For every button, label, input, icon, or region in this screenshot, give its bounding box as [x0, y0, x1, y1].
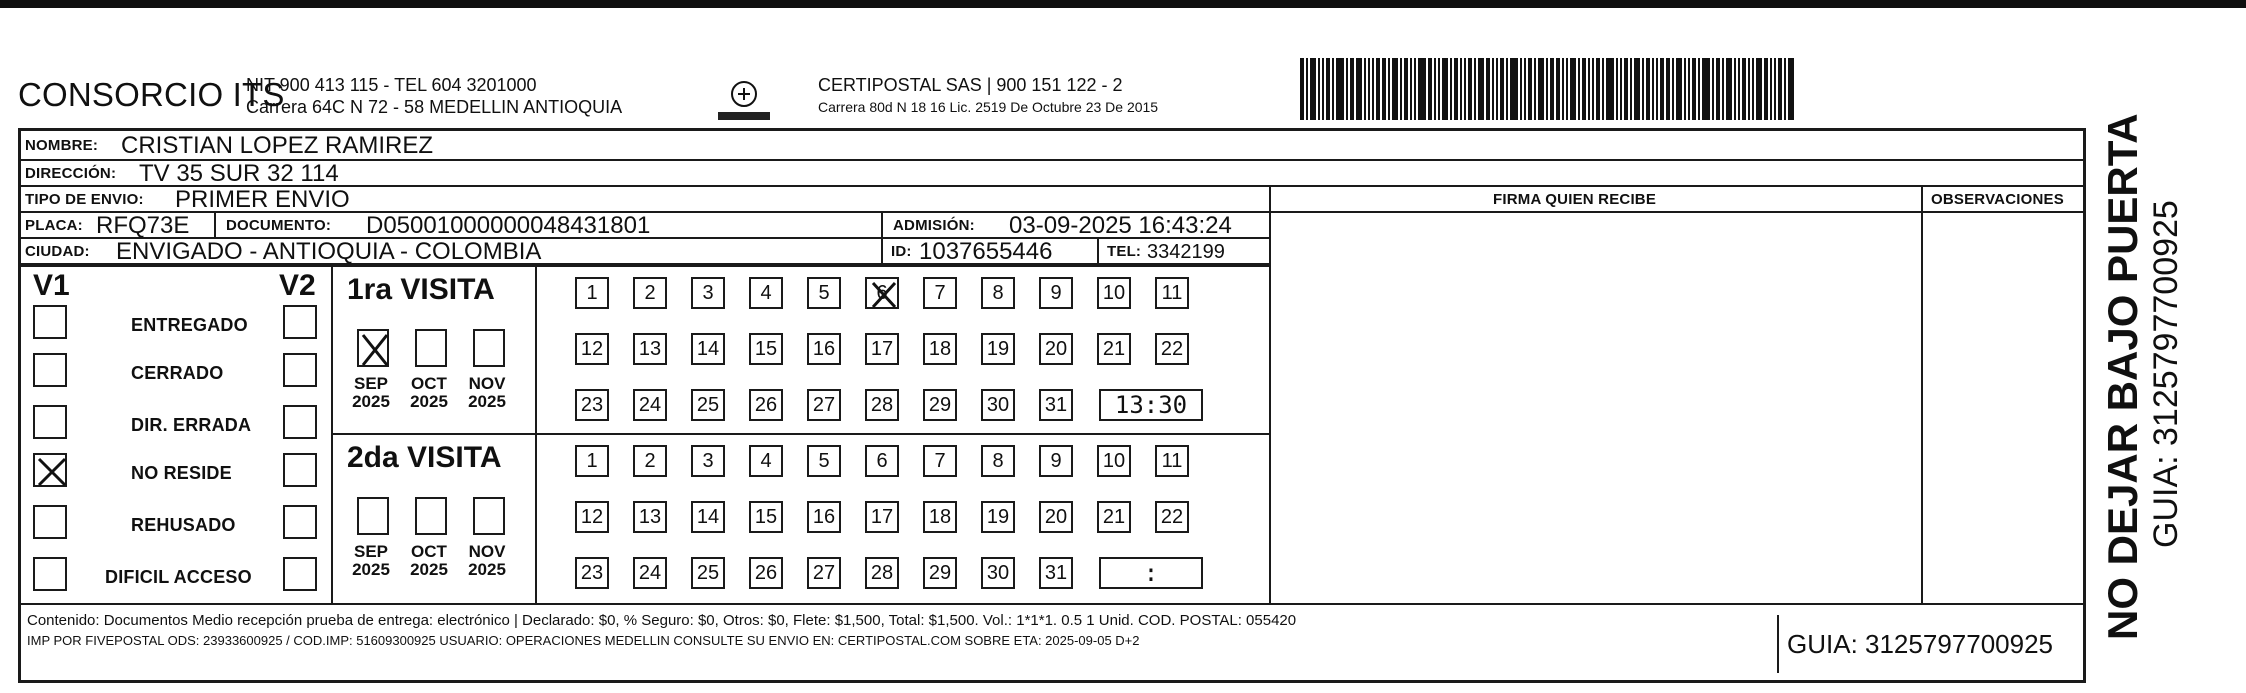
firma-split	[1921, 187, 1923, 603]
barcode-bar	[1404, 58, 1408, 120]
day-box[interactable]: 31	[1039, 389, 1073, 421]
barcode-bar	[1752, 58, 1754, 120]
header	[18, 46, 2088, 126]
barcode-bar	[1454, 58, 1458, 120]
day-box[interactable]: 19	[981, 333, 1015, 365]
status-checkbox-v1[interactable]	[33, 557, 67, 591]
day-box[interactable]: 8	[981, 445, 1015, 477]
id-value: 1037655446	[919, 238, 1053, 265]
status-label: DIFICIL ACCESO	[105, 567, 252, 587]
barcode-bar	[1672, 58, 1674, 120]
firma-label: FIRMA QUIEN RECIBE	[1493, 191, 1657, 208]
admision-label: ADMISIÓN:	[893, 217, 975, 234]
ciudad-value: ENVIGADO - ANTIOQUIA - COLOMBIA	[116, 238, 542, 265]
time-box[interactable]: :	[1099, 557, 1203, 589]
day-box[interactable]: 2	[633, 277, 667, 309]
day-box[interactable]: 23	[575, 389, 609, 421]
day-box[interactable]: 22	[1155, 501, 1189, 533]
day-box[interactable]: 26	[749, 389, 783, 421]
nombre-label: NOMBRE:	[25, 137, 99, 154]
second-visit-title: 2da VISITA	[347, 441, 502, 474]
barcode-bar	[1660, 58, 1664, 120]
day-box[interactable]: 5	[807, 445, 841, 477]
barcode-bar	[1506, 58, 1508, 120]
day-box[interactable]: 18	[923, 501, 957, 533]
status-checkbox-v2[interactable]	[283, 305, 317, 339]
barcode-bar	[1582, 58, 1586, 120]
barcode-bar	[1382, 58, 1386, 120]
x-mark-icon	[33, 453, 71, 491]
day-box[interactable]: 18	[923, 333, 957, 365]
day-box[interactable]: 6	[865, 277, 899, 309]
day-box[interactable]: 3	[691, 445, 725, 477]
day-box[interactable]: 1	[575, 277, 609, 309]
barcode-bar	[1602, 58, 1604, 120]
month-checkbox[interactable]	[473, 329, 505, 367]
month-label: NOV 2025	[468, 542, 506, 579]
day-box[interactable]: 7	[923, 445, 957, 477]
barcode-bar	[1652, 58, 1654, 120]
barcode-bar	[1468, 58, 1472, 120]
barcode-bar	[1566, 58, 1568, 120]
day-box[interactable]: 23	[575, 557, 609, 589]
barcode-bar	[1350, 58, 1354, 120]
day-box[interactable]: 28	[865, 557, 899, 589]
day-box[interactable]: 30	[981, 557, 1015, 589]
barcode-bar	[1492, 58, 1494, 120]
certipostal-line-1: CERTIPOSTAL SAS | 900 151 122 - 2	[818, 75, 1123, 95]
firma-header	[1271, 187, 2064, 213]
day-box[interactable]: 13	[633, 501, 667, 533]
nombre-value: CRISTIAN LOPEZ RAMIREZ	[121, 132, 434, 159]
id-label: ID:	[891, 243, 912, 260]
barcode-bar	[1496, 58, 1498, 120]
first-visit-block	[333, 267, 1269, 435]
barcode-bar	[1630, 58, 1632, 120]
direccion-label: DIRECCIÓN:	[25, 165, 117, 182]
status-row	[21, 353, 333, 401]
barcode-bar	[1346, 58, 1348, 120]
second-visit-block	[333, 435, 1269, 603]
divider-id	[881, 239, 883, 263]
day-box[interactable]: 5	[807, 277, 841, 309]
company-name: CONSORCIO ITS	[18, 76, 285, 113]
day-box[interactable]: 26	[749, 557, 783, 589]
status-checkbox-v1[interactable]	[33, 405, 67, 439]
barcode-bar	[1764, 58, 1768, 120]
day-box[interactable]: 21	[1097, 501, 1131, 533]
barcode-bar	[1692, 58, 1696, 120]
day-box[interactable]: 29	[923, 389, 957, 421]
day-box[interactable]: 21	[1097, 333, 1131, 365]
day-box[interactable]: 31	[1039, 557, 1073, 589]
barcode-bar	[1410, 58, 1412, 120]
barcode-bar	[1538, 58, 1544, 120]
first-visit-divider	[535, 267, 537, 433]
barcode-bar	[1322, 58, 1324, 120]
barcode-bar	[1524, 58, 1526, 120]
month-label: OCT 2025	[410, 374, 448, 411]
label-frame	[18, 128, 2086, 683]
tipo-envio-value: PRIMER ENVIO	[175, 186, 350, 213]
day-box[interactable]: 24	[633, 389, 667, 421]
nit-line-2: Carrera 64C N 72 - 58 MEDELLIN ANTIOQUIA	[246, 97, 623, 117]
barcode-bar	[1510, 58, 1518, 120]
v2-label: V2	[279, 269, 316, 302]
barcode-bar	[1596, 58, 1600, 120]
day-box[interactable]: 24	[633, 557, 667, 589]
barcode-bar	[1788, 58, 1794, 120]
barcode-bar	[1400, 58, 1402, 120]
status-checkbox-v1[interactable]	[33, 505, 67, 539]
row-direccion	[21, 161, 2083, 187]
barcode-bar	[1624, 58, 1628, 120]
barcode-bar	[1712, 58, 1714, 120]
month-checkbox[interactable]	[473, 497, 505, 535]
day-box[interactable]: 28	[865, 389, 899, 421]
barcode-bar	[1642, 58, 1644, 120]
documento-value: D05001000000048431801	[366, 212, 651, 239]
divider-placa	[214, 213, 216, 237]
barcode-bar	[1414, 58, 1416, 120]
month-label: SEP 2025	[352, 374, 390, 411]
status-column	[21, 267, 333, 603]
barcode-bar	[1450, 58, 1452, 120]
barcode-bar	[1588, 58, 1590, 120]
barcode-bar	[1702, 58, 1710, 120]
side-guia: GUIA: 3125797700925	[2147, 200, 2185, 548]
row-placa-documento	[21, 213, 1269, 239]
divider-admision	[881, 213, 883, 237]
month-checkbox[interactable]	[357, 329, 389, 367]
barcode-bar	[1520, 58, 1522, 120]
barcode-bar	[1428, 58, 1432, 120]
top-border-bar	[0, 0, 2246, 8]
day-box[interactable]: 17	[865, 501, 899, 533]
day-box[interactable]: 22	[1155, 333, 1189, 365]
status-row	[21, 557, 333, 605]
barcode-bar	[1546, 58, 1548, 120]
barcode-bar	[1464, 58, 1466, 120]
barcode	[1300, 58, 1960, 120]
day-box[interactable]: 3	[691, 277, 725, 309]
barcode-bar	[1784, 58, 1786, 120]
month-label: OCT 2025	[410, 542, 448, 579]
barcode-bar	[1770, 58, 1772, 120]
day-box[interactable]: 27	[807, 389, 841, 421]
day-box[interactable]: 12	[575, 501, 609, 533]
barcode-bar	[1364, 58, 1366, 120]
footer	[21, 603, 2083, 683]
time-box[interactable]: 13:30	[1099, 389, 1203, 421]
status-checkbox-v2[interactable]	[283, 557, 317, 591]
day-box[interactable]: 17	[865, 333, 899, 365]
barcode-bar	[1474, 58, 1476, 120]
barcode-bar	[1318, 58, 1320, 120]
month-checkbox[interactable]	[415, 329, 447, 367]
v1-label: V1	[33, 269, 70, 302]
barcode-bar	[1684, 58, 1686, 120]
firma-observaciones-panel	[1269, 187, 2064, 603]
barcode-bar	[1562, 58, 1564, 120]
barcode-bar	[1656, 58, 1658, 120]
tel-label: TEL:	[1107, 243, 1142, 260]
barcode-bar	[1570, 58, 1576, 120]
barcode-bar	[1778, 58, 1782, 120]
day-box[interactable]: 14	[691, 501, 725, 533]
barcode-bar	[1326, 58, 1330, 120]
status-checkbox-v1[interactable]	[33, 453, 67, 487]
barcode-bar	[1310, 58, 1316, 120]
barcode-bar	[1306, 58, 1308, 120]
barcode-bar	[1756, 58, 1762, 120]
certipostal-line-2: Carrera 80d N 18 16 Lic. 2519 De Octubre 23 De 2015	[818, 99, 1159, 115]
day-box[interactable]: 15	[749, 333, 783, 365]
footer-line-1: Contenido: Documentos Medio recepción prueba de entrega: electrónico | Declarado: $0, % Seguro: $0, Otros: $0, Flete: $1,500, Total: $1,500. Vol.: 1*1*1. 0.5 1 Unid. COD. POSTAL: 055420	[27, 612, 1297, 629]
status-label: DIR. ERRADA	[131, 415, 252, 435]
day-box[interactable]: 10	[1097, 445, 1131, 477]
footer-text	[27, 611, 1767, 651]
day-box[interactable]: 1	[575, 445, 609, 477]
day-box[interactable]: 4	[749, 277, 783, 309]
day-box[interactable]: 11	[1155, 277, 1189, 309]
barcode-bar	[1716, 58, 1720, 120]
barcode-bar	[1774, 58, 1776, 120]
status-row	[21, 453, 333, 501]
barcode-bar	[1300, 58, 1304, 120]
status-row	[21, 405, 333, 453]
barcode-bar	[1742, 58, 1746, 120]
month-label: NOV 2025	[468, 374, 506, 411]
day-box[interactable]: 16	[807, 333, 841, 365]
barcode-bar	[1442, 58, 1448, 120]
barcode-bar	[1698, 58, 1700, 120]
day-box[interactable]: 20	[1039, 501, 1073, 533]
tel-value: 3342199	[1147, 241, 1225, 263]
status-label: ENTREGADO	[131, 315, 248, 335]
day-box[interactable]: 25	[691, 557, 725, 589]
day-box[interactable]: 13	[633, 333, 667, 365]
day-box[interactable]: 10	[1097, 277, 1131, 309]
barcode-bar	[1534, 58, 1536, 120]
barcode-bar	[1550, 58, 1554, 120]
x-mark-icon	[867, 279, 901, 311]
status-checkbox-v2[interactable]	[283, 405, 317, 439]
barcode-bar	[1634, 58, 1640, 120]
certipostal-logo-icon	[710, 74, 820, 126]
day-box[interactable]: 11	[1155, 445, 1189, 477]
day-box[interactable]: 25	[691, 389, 725, 421]
month-checkbox[interactable]	[415, 497, 447, 535]
day-box[interactable]: 12	[575, 333, 609, 365]
day-box[interactable]: 15	[749, 501, 783, 533]
status-row	[21, 305, 333, 353]
day-box[interactable]: 29	[923, 557, 957, 589]
first-visit-title: 1ra VISITA	[347, 273, 495, 306]
barcode-bar	[1486, 58, 1490, 120]
barcode-bar	[1356, 58, 1362, 120]
status-checkbox-v2[interactable]	[283, 353, 317, 387]
barcode-bar	[1368, 58, 1370, 120]
day-box[interactable]: 4	[749, 445, 783, 477]
ciudad-label: CIUDAD:	[25, 243, 90, 260]
divider-tel	[1097, 239, 1099, 263]
day-box[interactable]: 30	[981, 389, 1015, 421]
barcode-bar	[1500, 58, 1504, 120]
day-box[interactable]: 16	[807, 501, 841, 533]
day-box[interactable]: 20	[1039, 333, 1073, 365]
placa-label: PLACA:	[25, 217, 83, 234]
nit-line-1: NIT 900 413 115 - TEL 604 3201000	[246, 75, 537, 95]
status-checkbox-v1[interactable]	[33, 305, 67, 339]
barcode-bar	[1438, 58, 1440, 120]
direccion-value: TV 35 SUR 32 114	[139, 160, 339, 187]
day-box[interactable]: 9	[1039, 277, 1073, 309]
visits-area	[21, 265, 1269, 603]
documento-label: DOCUMENTO:	[226, 217, 332, 234]
month-label: SEP 2025	[352, 542, 390, 579]
day-box[interactable]: 27	[807, 557, 841, 589]
company-info	[246, 74, 622, 118]
row-ciudad	[21, 239, 1269, 265]
status-checkbox-v2[interactable]	[283, 453, 317, 487]
barcode-bar	[1392, 58, 1398, 120]
status-label: REHUSADO	[131, 515, 236, 535]
month-checkbox[interactable]	[357, 497, 389, 535]
placa-value: RFQ73E	[96, 212, 190, 239]
status-checkbox-v2[interactable]	[283, 505, 317, 539]
barcode-bar	[1460, 58, 1462, 120]
no-dejar-bajo-puerta: NO DEJAR BAJO PUERTA	[2099, 113, 2146, 640]
row-nombre	[21, 131, 2083, 161]
barcode-bar	[1478, 58, 1484, 120]
barcode-bar	[1388, 58, 1390, 120]
barcode-bar	[1748, 58, 1750, 120]
barcode-bar	[1734, 58, 1736, 120]
barcode-bar	[1592, 58, 1594, 120]
day-box[interactable]: 7	[923, 277, 957, 309]
certipostal-info	[818, 74, 1158, 118]
day-box[interactable]: 6	[865, 445, 899, 477]
day-box[interactable]: 8	[981, 277, 1015, 309]
day-box[interactable]: 9	[1039, 445, 1073, 477]
status-label: NO RESIDE	[131, 463, 232, 483]
second-visit-divider	[535, 435, 537, 603]
day-box[interactable]: 19	[981, 501, 1015, 533]
barcode-bar	[1688, 58, 1690, 120]
observaciones-label: OBSERVACIONES	[1931, 191, 2064, 208]
barcode-bar	[1528, 58, 1532, 120]
footer-guia: GUIA: 3125797700925	[1777, 615, 2061, 673]
status-checkbox-v1[interactable]	[33, 353, 67, 387]
barcode-bar	[1722, 58, 1724, 120]
barcode-bar	[1676, 58, 1682, 120]
day-box[interactable]: 2	[633, 445, 667, 477]
barcode-bar	[1646, 58, 1650, 120]
barcode-bar	[1726, 58, 1732, 120]
barcode-bar	[1434, 58, 1436, 120]
barcode-bar	[1372, 58, 1374, 120]
barcode-bar	[1620, 58, 1622, 120]
barcode-bar	[1418, 58, 1426, 120]
x-mark-icon	[359, 331, 391, 369]
footer-line-2: IMP POR FIVEPOSTAL ODS: 23933600925 / COD.IMP: 51609300925 USUARIO: OPERACIONES MEDELLIN CONSULTE SU ENVIO EN: CERTIPOSTAL.COM SOBRE ETA: 2025-09-05 D+2	[27, 633, 1140, 648]
barcode-bar	[1606, 58, 1614, 120]
barcode-bar	[1578, 58, 1580, 120]
status-row	[21, 505, 333, 553]
tipo-envio-label: TIPO DE ENVIO:	[25, 191, 144, 208]
barcode-bar	[1336, 58, 1344, 120]
barcode-bar	[1738, 58, 1740, 120]
barcode-bar	[1556, 58, 1560, 120]
status-label: CERRADO	[131, 363, 224, 383]
barcode-bar	[1666, 58, 1670, 120]
admision-value: 03-09-2025 16:43:24	[1009, 212, 1232, 239]
day-box[interactable]: 14	[691, 333, 725, 365]
barcode-bar	[1376, 58, 1380, 120]
barcode-bar	[1332, 58, 1334, 120]
barcode-bar	[1616, 58, 1618, 120]
